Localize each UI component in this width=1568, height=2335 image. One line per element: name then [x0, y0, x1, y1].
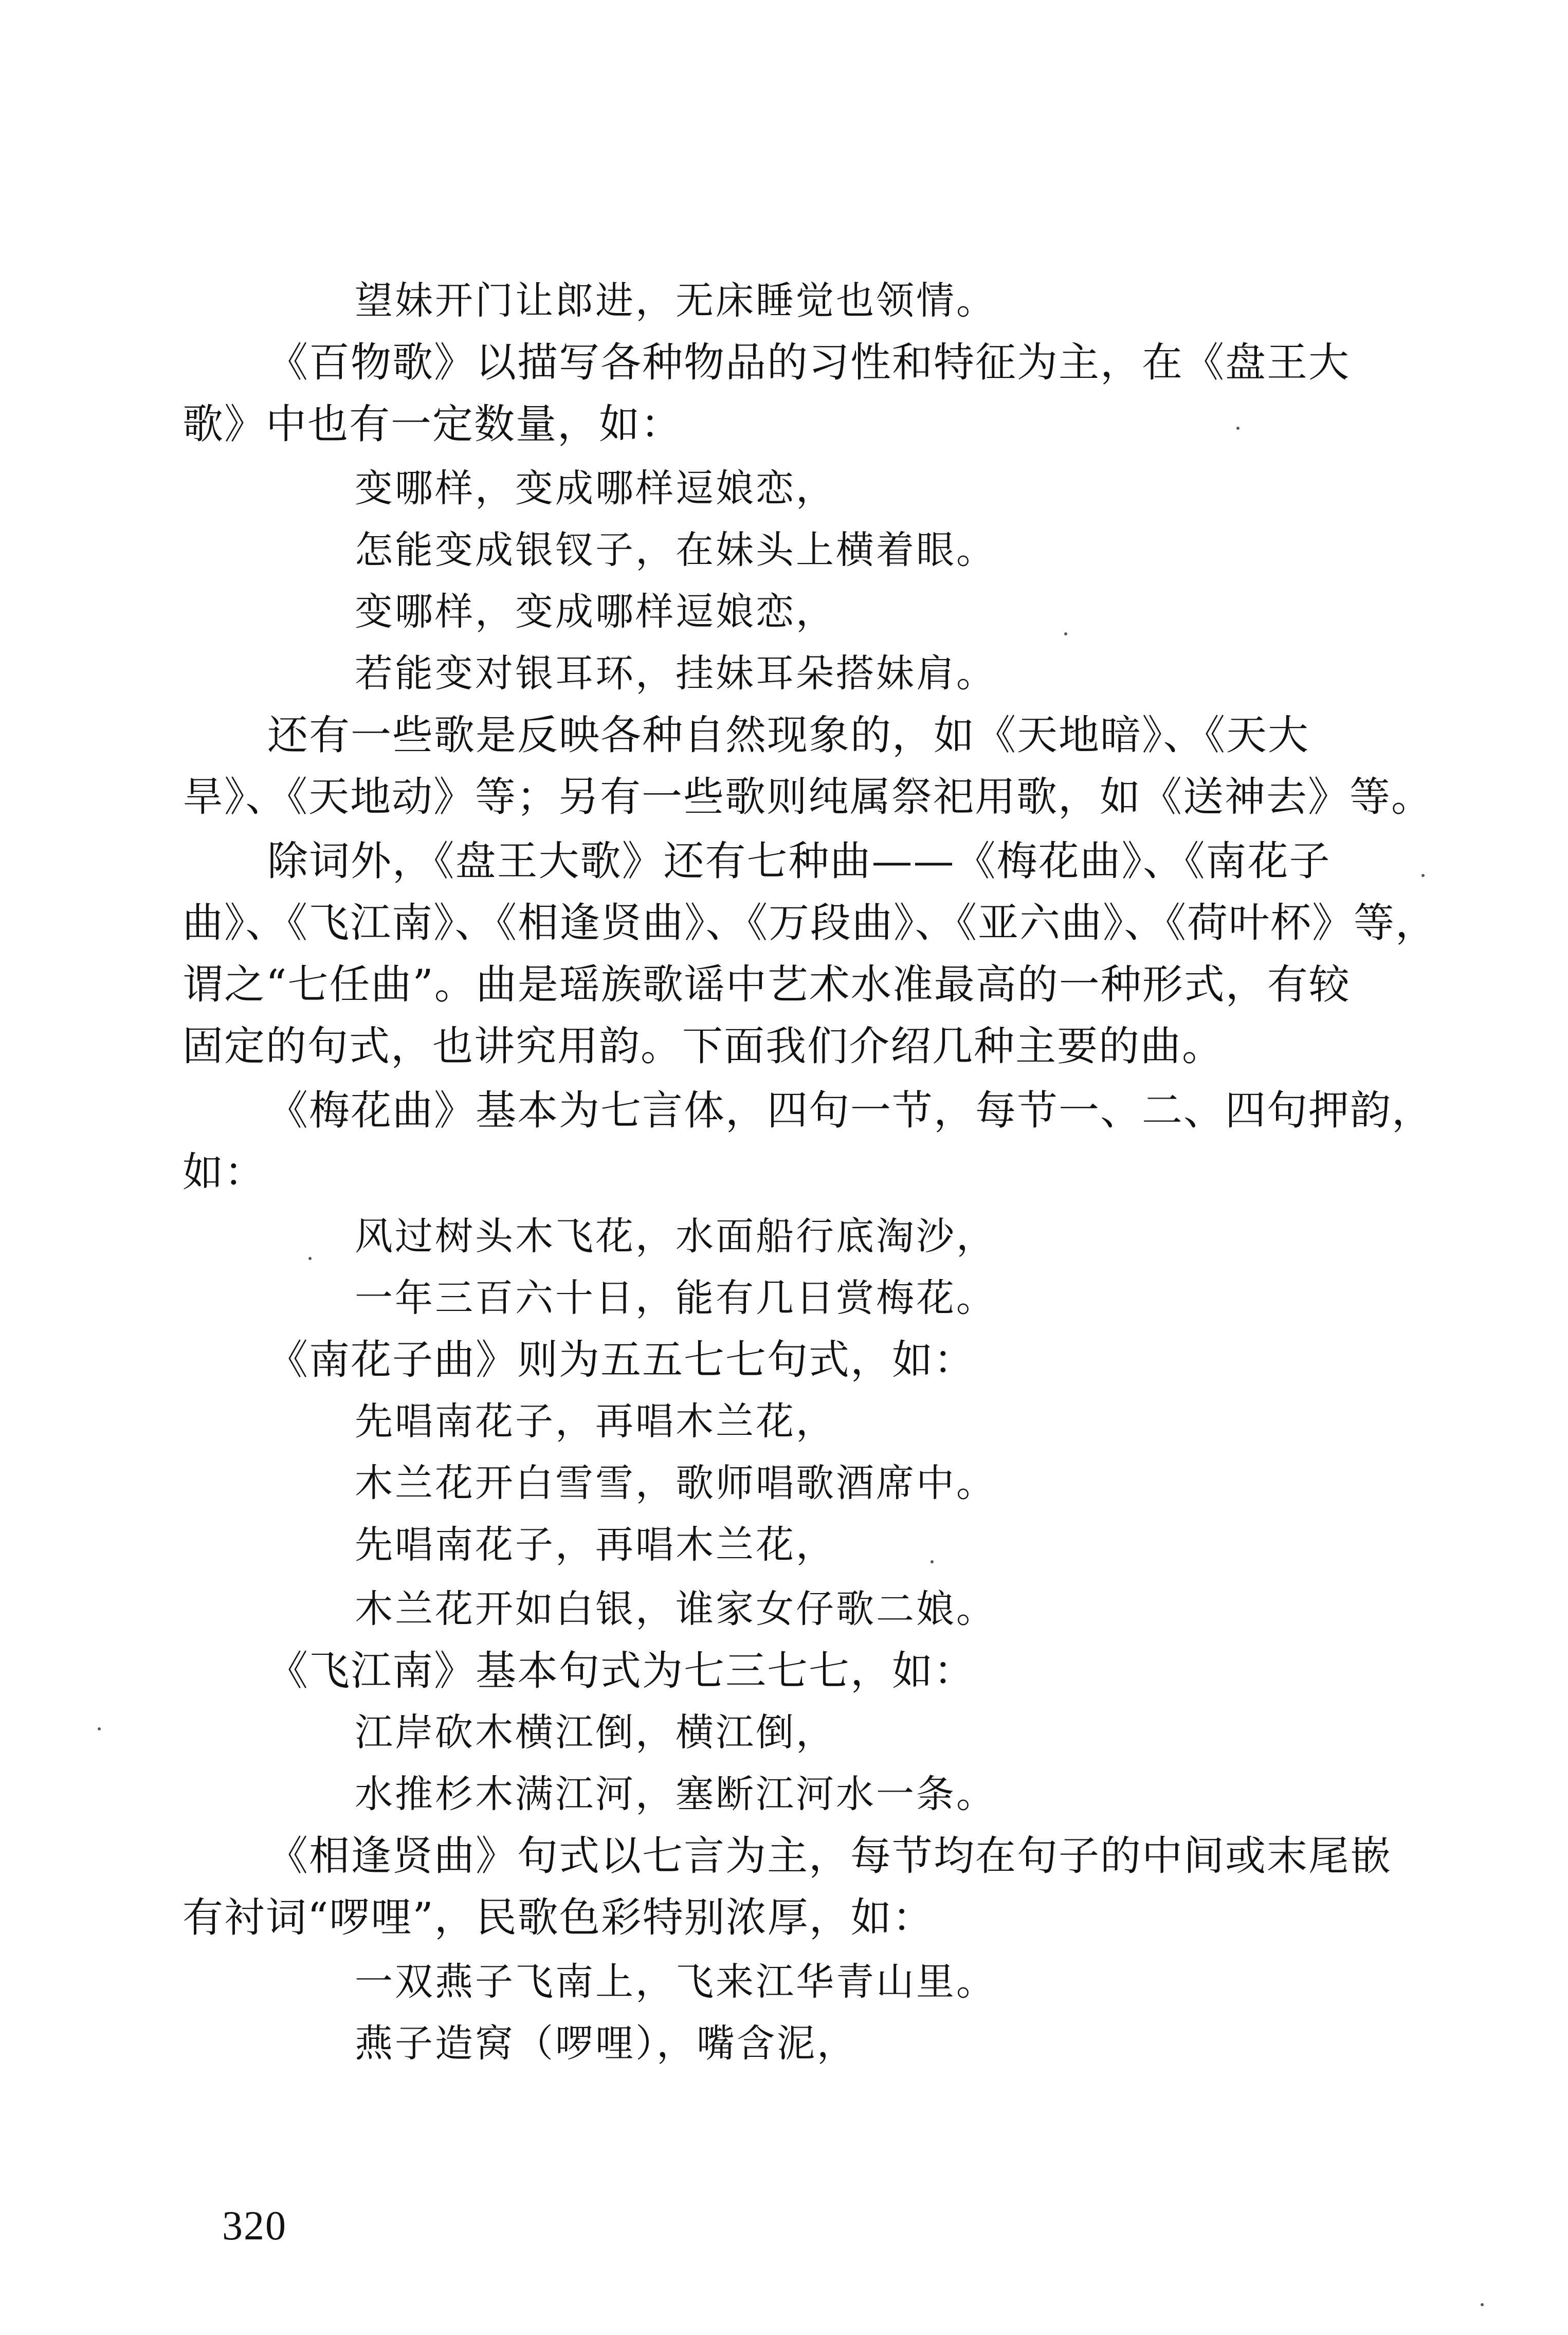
paragraph-line: 《南花子曲》则为五五七七句式，如：	[267, 1336, 975, 1383]
scan-speck	[1421, 874, 1425, 877]
verse-line: 变哪样，变成哪样逗娘恋，	[355, 590, 836, 634]
verse-line: 木兰花开白雪雪，歌师唱歌酒席中。	[355, 1461, 996, 1505]
paragraph-line: 曲》、《飞江南》、《相逢贤曲》、《万段曲》、《亚六曲》、《荷叶杯》等，	[183, 899, 1437, 946]
scan-speck	[98, 1727, 101, 1730]
paragraph-line: 歌》中也有一定数量，如：	[183, 400, 682, 448]
verse-line: 木兰花开如白银，谁家女仔歌二娘。	[355, 1587, 996, 1631]
paragraph-line: 还有一些歌是反映各种自然现象的，如《天地暗》、《天大	[267, 712, 1309, 759]
verse-line: 先唱南花子，再唱木兰花，	[355, 1523, 836, 1567]
scan-speck	[1064, 632, 1067, 635]
verse-line: 一年三百六十日，能有几日赏梅花。	[355, 1276, 996, 1320]
paragraph-line: 除词外，《盘王大歌》还有七种曲——《梅花曲》、《南花子	[267, 837, 1331, 885]
scan-speck	[308, 1257, 312, 1260]
page-number: 320	[222, 2203, 287, 2249]
paragraph-line: 《飞江南》基本句式为七三七七，如：	[267, 1647, 975, 1694]
paragraph-line: 谓之“七任曲”。曲是瑶族歌谣中艺术水准最高的一种形式，有较	[183, 961, 1351, 1008]
verse-line: 变哪样，变成哪样逗娘恋，	[355, 466, 836, 510]
verse-line: 江岸砍木横江倒，横江倒，	[355, 1710, 836, 1755]
verse-line: 怎能变成银钗子，在妹头上横着眼。	[355, 528, 996, 572]
paragraph-line: 《相逢贤曲》句式以七言为主，每节均在句子的中间或末尾嵌	[267, 1832, 1392, 1880]
paragraph-line: 如：	[183, 1148, 266, 1196]
verse-line: 水推杉木满江河，塞断江河水一条。	[355, 1772, 996, 1816]
paragraph-line: 《百物歌》以描写各种物品的习性和特征为主，在《盘王大	[267, 339, 1350, 386]
verse-line: 燕子造窝（啰哩），嘴含泥，	[355, 2021, 857, 2066]
scan-speck	[931, 1560, 934, 1563]
scan-speck	[1236, 427, 1239, 430]
verse-line: 风过树头木飞花，水面船行底淘沙，	[355, 1214, 996, 1258]
verse-line: 先唱南花子，再唱木兰花，	[355, 1399, 836, 1444]
scan-speck	[1481, 2303, 1484, 2306]
paragraph-line: 固定的句式，也讲究用韵。下面我们介绍几种主要的曲。	[183, 1023, 1224, 1070]
paragraph-line: 旱》、《天地动》等；另有一些歌则纯属祭祀用歌，如《送神去》等。	[183, 773, 1433, 820]
verse-line: 若能变对银耳环，挂妹耳朵搭妹肩。	[355, 651, 996, 696]
verse-line: 一双燕子飞南上，飞来江华青山里。	[355, 1960, 996, 2004]
paragraph-line: 有衬词“啰哩”，民歌色彩特别浓厚，如：	[183, 1894, 934, 1941]
verse-line: 望妹开门让郎进，无床睡觉也领情。	[355, 279, 996, 323]
paragraph-line: 《梅花曲》基本为七言体，四句一节，每节一、二、四句押韵，	[267, 1087, 1433, 1134]
